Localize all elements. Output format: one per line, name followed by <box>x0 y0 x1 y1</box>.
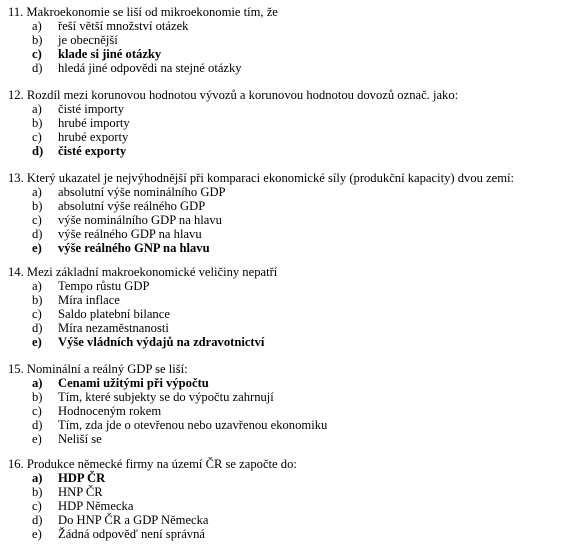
option-letter: e) <box>32 527 42 541</box>
option-letter: d) <box>32 227 43 241</box>
option-d-correct <box>32 144 126 158</box>
option-text: Tím, které subjekty se do výpočtu zahrnují <box>58 390 274 404</box>
option-letter: a) <box>32 279 42 293</box>
option-text: čisté importy <box>58 102 125 116</box>
option-d <box>32 227 202 241</box>
option-letter: a) <box>32 471 43 485</box>
option-letter: b) <box>32 293 43 307</box>
option-text: HDP Německa <box>58 499 134 513</box>
option-a <box>32 102 124 116</box>
question-text: 12. Rozdíl mezi korunovou hodnotou vývozů a korunovou hodnotou dovozů označ. jako: <box>8 88 459 102</box>
option-letter: c) <box>32 47 42 61</box>
option-text: klade si jiné otázky <box>58 47 162 61</box>
option-text: hrubé importy <box>58 116 130 130</box>
option-text: Tím, zda jde o otevřenou nebo uzavřenou ekonomiku <box>58 418 328 432</box>
option-letter: d) <box>32 418 43 432</box>
option-b <box>32 116 130 130</box>
option-text: Hodnoceným rokem <box>58 404 162 418</box>
option-letter: c) <box>32 213 42 227</box>
option-text: Cenami užitými při výpočtu <box>58 376 209 390</box>
option-a <box>32 185 226 199</box>
option-b <box>32 293 120 307</box>
option-b <box>32 199 205 213</box>
option-c <box>32 213 222 227</box>
option-text: HDP ČR <box>58 471 106 485</box>
option-text: Výše vládních výdajů na zdravotnictví <box>58 335 265 349</box>
option-text: Saldo platební bilance <box>58 307 170 321</box>
option-text: výše nominálního GDP na hlavu <box>58 213 222 227</box>
question-text: 11. Makroekonomie se liší od mikroekonomie tím, že <box>8 5 278 19</box>
option-b <box>32 33 118 47</box>
option-text: HNP ČR <box>58 485 103 499</box>
option-text: hrubé exporty <box>58 130 129 144</box>
option-a <box>32 19 188 33</box>
option-letter: d) <box>32 321 43 335</box>
option-text: je obecnější <box>58 33 118 47</box>
option-text: výše reálného GDP na hlavu <box>58 227 202 241</box>
option-letter: d) <box>32 144 44 158</box>
question-text: 16. Produkce německé firmy na území ČR se započte do: <box>8 457 297 471</box>
option-text: čisté exporty <box>58 144 127 158</box>
option-letter: c) <box>32 130 42 144</box>
option-letter: b) <box>32 485 43 499</box>
option-letter: b) <box>32 33 43 47</box>
option-text: Žádná odpověď není správná <box>58 527 205 541</box>
option-e <box>32 432 102 446</box>
option-a <box>32 279 149 293</box>
option-text: řeší větší množství otázek <box>58 19 189 33</box>
option-letter: b) <box>32 116 43 130</box>
option-text: absolutní výše reálného GDP <box>58 199 206 213</box>
option-letter: a) <box>32 19 42 33</box>
option-b <box>32 390 274 404</box>
option-letter: e) <box>32 241 42 255</box>
option-d <box>32 513 209 527</box>
option-letter: b) <box>32 199 43 213</box>
option-d <box>32 418 327 432</box>
option-text: Do HNP ČR a GDP Německa <box>58 513 209 527</box>
option-letter: c) <box>32 307 42 321</box>
option-c <box>32 130 128 144</box>
option-letter: e) <box>32 335 42 349</box>
option-letter: c) <box>32 499 42 513</box>
option-letter: a) <box>32 376 43 390</box>
option-c-correct <box>32 47 161 61</box>
option-letter: a) <box>32 102 42 116</box>
question-text: 15. Nominální a reálný GDP se liší: <box>8 362 188 376</box>
option-a-correct <box>32 376 209 390</box>
option-c <box>32 404 161 418</box>
option-letter: a) <box>32 185 42 199</box>
option-text: hledá jiné odpovědi na stejné otázky <box>58 61 242 75</box>
option-a-correct <box>32 471 105 485</box>
option-text: Tempo růstu GDP <box>58 279 150 293</box>
option-text: absolutní výše nominálního GDP <box>58 185 226 199</box>
option-letter: b) <box>32 390 43 404</box>
option-d <box>32 61 242 75</box>
question-text: 13. Který ukazatel je nejvýhodnější při komparaci ekonomické síly (produkční kapacity) dvou zemí: <box>8 171 515 185</box>
option-text: Míra nezaměstnanosti <box>58 321 169 335</box>
option-d <box>32 321 169 335</box>
option-letter: c) <box>32 404 42 418</box>
option-text: Míra inflace <box>58 293 120 307</box>
option-e-correct <box>32 335 264 349</box>
option-e <box>32 527 205 541</box>
option-c <box>32 307 170 321</box>
option-letter: e) <box>32 432 42 446</box>
option-text: Neliší se <box>58 432 102 446</box>
option-text: výše reálného GNP na hlavu <box>58 241 210 255</box>
option-letter: d) <box>32 61 43 75</box>
question-text: 14. Mezi základní makroekonomické veličiny nepatří <box>8 265 278 279</box>
option-e-correct <box>32 241 210 255</box>
option-b <box>32 485 103 499</box>
option-c <box>32 499 133 513</box>
option-letter: d) <box>32 513 43 527</box>
